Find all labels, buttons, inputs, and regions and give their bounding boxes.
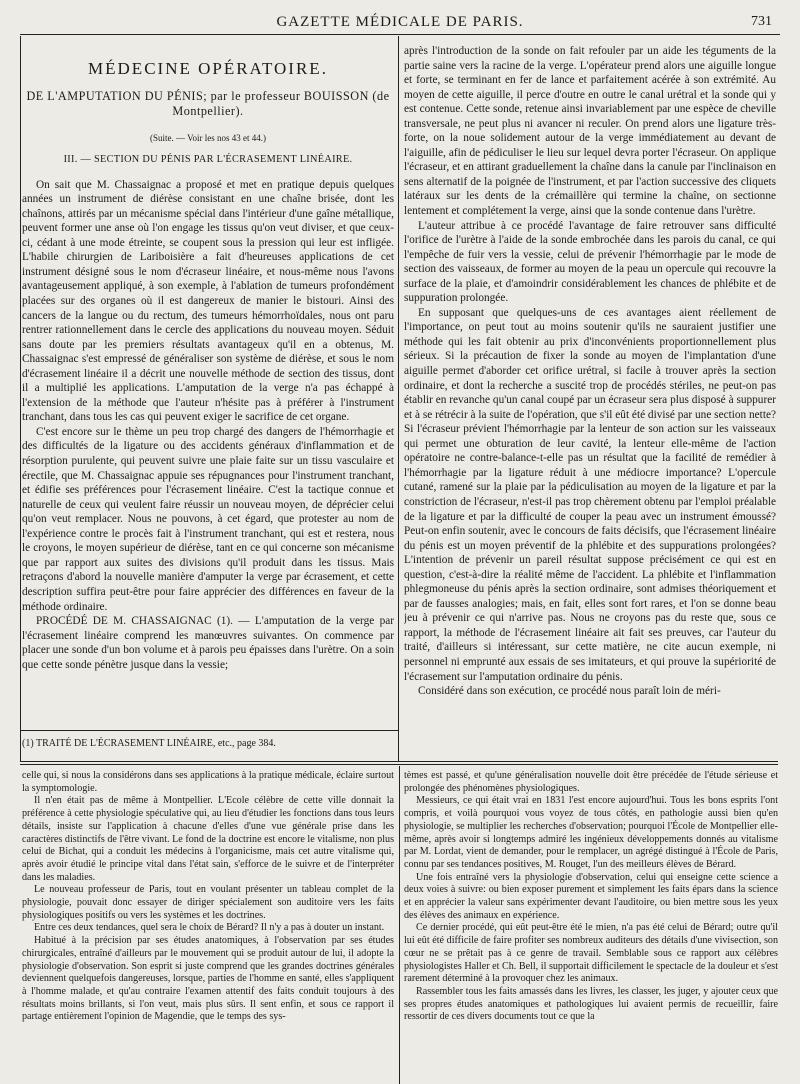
paragraph: PROCÉDÉ DE M. CHASSAIGNAC (1). — L'amputation de la verge par l'écrasement linéaire comprend les manœuvres suivantes. On commence par placer une sonde d'un bon volume et à parois peu épaisses dans l'urètre. On a soin que cette sonde pénètre jusque dans la vessie; <box>22 615 394 671</box>
paragraph: Une fois entraîné vers la physiologie d'observation, celui qui enseigne cette science a deux voies à suivre: ou bien exposer purement et simplement les faits épars dans la science et en apprécier la valeur sans expérimenter devant l'auditoire, ou bien mettre sous les yeux des élèves des animaux en expérience. <box>404 871 778 921</box>
footnote: (1) TRAITÉ DE L'ÉCRASEMENT LINÉAIRE, etc., page 384. <box>22 738 276 749</box>
column-divider <box>398 36 399 761</box>
feuilleton-rule-bottom <box>20 764 778 765</box>
paragraph: Le nouveau professeur de Paris, tout en voulant présenter un tableau complet de la physiologie, pouvait donc essayer de diriger spécialement son auditoire vers les faits physiologiques positifs ou vers les systèmes et les doctrines. <box>22 884 394 921</box>
paragraph: On sait que M. Chassaignac a proposé et met en pratique depuis quelques années un instrument de diérèse consistant en une chaîne brisée, dont les chaînons, attirés par un mécanisme spécial dans l'intérieur d'une gaîne métallique, peuvent former une anse où l'on engage les tissus qu'on veut diviser, et que ceux-ci, cédant à une mode étreinte, se coupent sous la pression qui leur est infligée. L'habile chirurgien de Lariboisière a fait d'heureuses applications de cet instrument désigné sous le nom d'écraseur linéaire, et nous-même nous l'avons avantageusement appliqué, à son exemple, à l'ablation de tumeurs profondément placées sur des organes où il est dangereux de manier le bistouri. Ainsi des cancers de la langue ou du rectum, des tumeurs hémorrhoïdales, nous ont paru rentrer rationnellement dans le cercle des applications du nouveau moyen. Séduit sans doute par les premiers résultats avantageux qu'il en a obtenus, M. Chassaignac s'est empressé de généraliser son système de diérèse, et sous le nom d'écrasement linéaire il a décrit une nouvelle méthode de section des tissus, dont il a multiplié les applications. L'amputation de la verge n'a pas échappé à l'extension de la méthode que l'auteur n'hésite pas à préférer à l'instrument tranchant, dans tous les cas qui peuvent exiger le sacrifice de cet organe. <box>22 178 394 424</box>
continuation-note: (Suite. — Voir les nos 43 et 44.) <box>150 132 266 143</box>
page-header <box>20 12 780 35</box>
footnote-rule <box>20 730 398 731</box>
paragraph: Habitué à la précision par ses études anatomiques, à l'observation par ses études chirurgicales, entraîné d'ailleurs par le mouvement qui se produit autour de lui, il adopte la physiologie d'observation. Son esprit si juste comprend que les grandes doctrines générales deviennent quelquefois dangereuses, lorsque, parties de l'homme en santé, elles s'appliquent à l'homme malade, et qu'au contraire l'examen attentif des faits conduit toujours à des résultats moins brillants, si l'on veut, mais plus sûrs. Il sent enfin, et sous ce rapport il partage entièrement l'opinion de Magendie, que le temps des sys- <box>22 935 394 1023</box>
paragraph: Messieurs, ce qui était vrai en 1831 l'est encore aujourd'hui. Tous les bons esprits l'ont compris, et voilà pourquoi vous voyez de tous côtés, en pathologie aussi bien qu'en physiologie, se multiplier les recherches d'observation; pourquoi l'École de Montpellier elle-même, après avoir si longtemps admiré les ingénieux développements donnés au vitalisme par M. Lordat, vient de demander, pour le remplacer, un agrégé distingué à l'École de Paris, connu par ses tendances positives, M. Rouget, l'un des meilleurs élèves de Bérard. <box>404 795 778 870</box>
left-column <box>22 44 394 728</box>
paragraph: En supposant que quelques-uns de ces avantages aient réellement de l'importance, on peut tout au moins soutenir qu'ils ne sauraient justifier une méthode qui les fait obtenir au prix d'inconvénients proportionnellement plus sérieux. Si la précaution de fixer la sonde au moyen de l'implantation d'une aiguille permet d'aborder cet orifice urétral, si facile à trouver après la section ordinaire, et dont la recherche a suscité trop de procédés stériles, ne peut-on pas établir en revanche qu'un canal coupé par un écraseur sera plus disposé à suppurer et à se rétrécir à la suite de l'opération, que s'il eût été divisé par une section nette? Si l'écraseur prévient l'hémorrhagie par la lenteur de son action sur les vaisseaux qui permet une obturation de leur cavité, la lenteur elle-même de l'action opératoire ne contre-balance-t-elle pas un résultat que la facilité de remédier à l'hémorrhagie par la ligature réduit à une médiocre importance? L'opercule cutané, ramené sur la plaie par la pédiculisation au moyen de la ligature et par la constriction de l'écraseur, n'est-il pas trop chèrement obtenu par l'emploi préalable de la ligature et par la difficulté de couper la peau avec un instrument émoussé? Peut-on enfin soutenir, avec le concours de faits décisifs, que l'écrasement linéaire du pénis est un moyen préventif de la phlébite et des suppurations prolongées? L'intention de prévenir un pareil résultat suppose précisément ce qui est en question, c'est-à-dire la réalité même de l'accident. La phlébite et l'inflammation phlegmoneuse du pénis après la section ordinaire, sont admises théoriquement et par de fausses analogies; mais, en fait, elles sont fort rares, et l'on se donne beau jeu à prévenir ce qui n'arrive pas. Nous ne croyons pas du reste que, sous ce rapport, la méthode de l'écrasement linéaire ait fait ses preuves, car l'auteur du traité, d'ailleurs si intéressant, sur cette matière, ne cite aucun exemple, ni personnel ni emprunté aux essais de ses imitateurs, et qui prouve la supériorité de l'écrasement sur l'amputation ordinaire du pénis. <box>404 306 776 683</box>
feuilleton-rule-top <box>20 761 778 762</box>
paragraph: tèmes est passé, et qu'une généralisation nouvelle doit être précédée de l'étude sérieuse et prolongée des phénomènes physiologiques. <box>404 770 778 794</box>
right-column <box>404 44 776 756</box>
paragraph: Rassembler tous les faits amassés dans les livres, les classer, les juger, y ajouter ceux que ses propres études anatomiques et pathologiques lui avaient permis de recueillir, faire ressortir de ces divers documents tout ce que la <box>404 985 778 1023</box>
subsection-title: III. — SECTION DU PÉNIS PAR L'ÉCRASEMENT LINÉAIRE. <box>63 154 353 166</box>
article-title: DE L'AMPUTATION DU PÉNIS; par le professeur BOUISSON (de Montpellier). <box>26 88 390 118</box>
paragraph: après l'introduction de la sonde on fait refouler par un aide les téguments de la partie saine vers la racine de la verge. L'opérateur prend alors une aiguille longue et forte, se terminant en fer de lance et parfaitement acérée à son extrémité. Au moyen de cette aiguille, il perce d'outre en outre le canal urétral et la sonde qui y est contenue. Cette sonde, retenue ainsi invariablement par une espèce de cheville transversale, ne peut plus ni avancer ni reculer. On prend alors une ligature très-forte, on la noue solidement autour de la verge immédiatement au devant de l'aiguille, afin de pédiculiser le lieu sur lequel devra porter l'écraseur. On applique l'écraseur, et en attirant graduellement la chaîne dans la canule par l'inclinaison en sens alternatif de la poignée de l'instrument, et par l'action successive des cliquets latéraux sur les dents de la crémaillère qui termine la chaîne, on sectionne lentement et complétement la verge, ainsi que la sonde contenue dans l'urètre. <box>404 45 776 218</box>
paragraph: Ce dernier procédé, qui eût peut-être été le mien, n'a pas été celui de Bérard; outre qu'il lui eût été difficile de faire profiter ses nombreux auditeurs des détails d'une vivisection, son cœur ne se prêtait pas à ce genre de travail. Semblable sous ce rapport aux célèbres physiologistes Haller et Ch. Bell, il supportait difficilement le spectacle de la douleur et s'est rarement déterminé à la provoquer chez les animaux. <box>404 922 778 985</box>
paragraph: Entre ces deux tendances, quel sera le choix de Bérard? Il n'y a pas à douter un instant. <box>34 922 385 934</box>
left-frame-rule <box>20 36 21 761</box>
journal-title: GAZETTE MÉDICALE DE PARIS. <box>276 14 524 30</box>
page-number: 731 <box>751 14 772 29</box>
bottom-column-divider <box>399 766 400 1084</box>
paragraph: Il n'en était pas de même à Montpellier. L'Ecole célèbre de cette ville donnait la préférence à cette physiologie spéculative qui, au lieu d'étudier les fonctions dans tous leurs détails, insiste sur l'application à chacune d'elles d'une vue générale prise dans les caractères distinctifs de l'être vivant. Le fond de la doctrine est encore le vitalisme, non plus celui de Bichat, qui a conduit les médecins à l'organicisme, mais cet autre vitalisme qui, après avoir étudié le principe vital dans l'état sain, s'efforce de le suivre et de l'interpréter dans les maladies. <box>22 795 394 883</box>
feuilleton-left-column <box>22 770 394 1084</box>
feuilleton-right-column <box>404 770 778 1084</box>
paragraph: celle qui, si nous la considérons dans ses applications à la pratique médicale, éclaire surtout la symptomologie. <box>22 770 394 794</box>
paragraph: Considéré dans son exécution, ce procédé nous paraît loin de méri- <box>418 685 721 698</box>
section-title: MÉDECINE OPÉRATOIRE. <box>88 59 328 78</box>
paragraph: C'est encore sur le thème un peu trop chargé des dangers de l'hémorrhagie et des difficultés de la ligature ou des accidents généraux d'inflammation et de résorption purulente, qui peuvent suivre une plaie faite sur un tissu vasculaire et érectile, que M. Chassaignac appuie ses répugnances pour l'instrument tranchant, et édifie ses préférences pour l'écrasement linéaire. C'est la tactique connue et naturelle de ceux qui veulent faire réussir un nouveau moyen, de déprécier celui qu'on veut remplacer. Nous ne pouvons, à cet égard, que protester au nom de l'expérience contre le procès fait à l'instrument tranchant, qui est et restera, nous le croyons, le moyen supérieur de diérèse, tant en ce qui concerne son mécanisme que par rapport aux suites des divisions qu'il produit dans les tissus. Mais retraçons d'abord la nouvelle manière d'amputer la verge par écrasement, et cette description suffira peut-être pour faire apprécier des différences en faveur de la méthode ordinaire. <box>22 425 394 613</box>
paragraph: L'auteur attribue à ce procédé l'avantage de faire retrouver sans difficulté l'orifice de l'urètre à l'aide de la sonde embrochée dans les parois du canal, ce qui l'empêche de fuir vers la vessie, celui de prévenir l'hémorrhagie par le mode de section des vaisseaux, de former au moyen de la peau un opercule qui recouvre la surface de la plaie, et d'amoindrir considérablement les chances de phlébite et de suppuration prolongée. <box>404 219 776 305</box>
